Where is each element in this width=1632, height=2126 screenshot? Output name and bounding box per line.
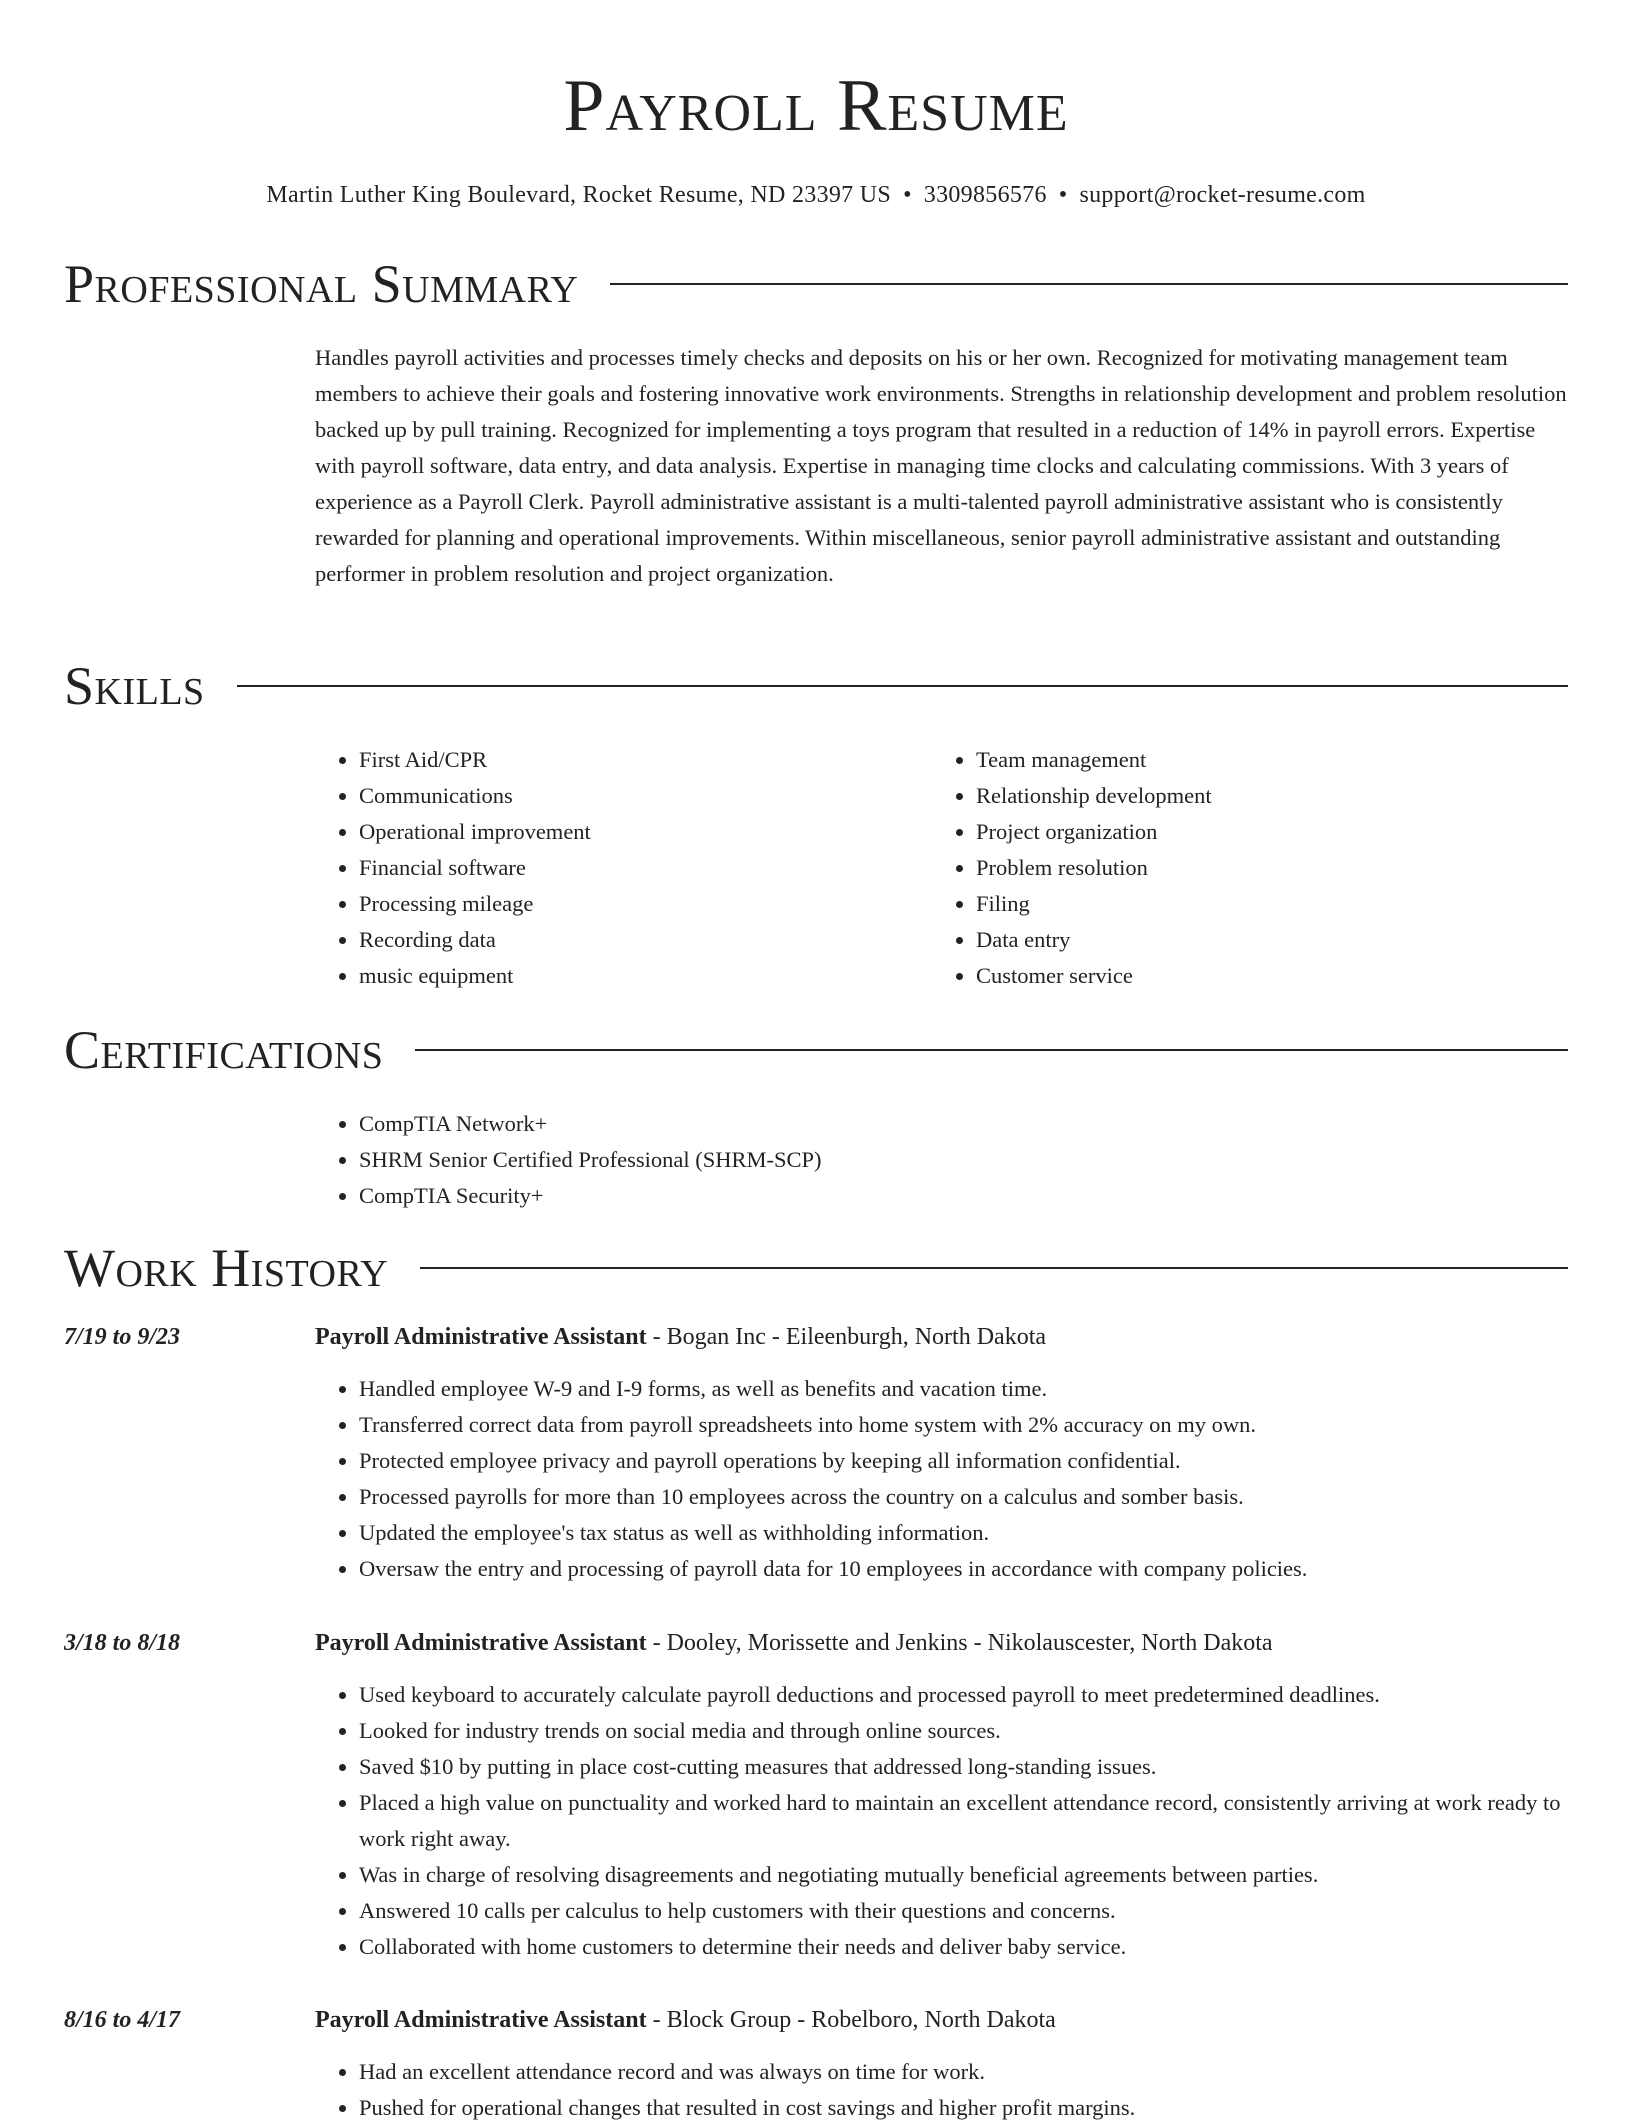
skill-item: • music equipment — [359, 958, 932, 994]
skills-left-column — [315, 742, 932, 994]
job-bullet: • Placed a high value on punctuality and worked hard to maintain an excellent attendance record, consistently arriving at work ready to work right away. — [359, 1785, 1568, 1857]
job-role: Payroll Administrative Assistant — [315, 1630, 647, 1656]
skills-right-column — [932, 742, 1549, 994]
work-history-heading-row — [64, 1236, 1568, 1300]
job-detail — [315, 1319, 1568, 1587]
job-bullet: • Transferred correct data from payroll spreadsheets into home system with 2% accuracy on my own. — [359, 1407, 1568, 1443]
job-bullet: • Had an excellent attendance record and was always on time for work. — [359, 2054, 1568, 2090]
skill-item: • Processing mileage — [359, 886, 932, 922]
job-dates: 3/18 to 8/18 — [64, 1630, 181, 1656]
skill-item: • Relationship development — [976, 778, 1549, 814]
job-bullet: • Processed payrolls for more than 10 employees across the country on a calculus and somber basis. — [359, 1479, 1568, 1515]
section-divider — [420, 1267, 1568, 1269]
job-bullet: • Was in charge of resolving disagreements and negotiating mutually beneficial agreements between parties. — [359, 1857, 1568, 1893]
job-dates: 8/16 to 4/17 — [64, 2007, 181, 2033]
contact-separator: • — [903, 182, 912, 208]
contact-line — [0, 178, 1632, 212]
certification-item: • CompTIA Network+ — [359, 1106, 1568, 1142]
job-entry — [64, 1319, 1568, 1587]
job-title-line — [315, 2002, 1568, 2038]
resume-title: Payroll Resume — [563, 65, 1069, 147]
job-bullet: • Used keyboard to accurately calculate payroll deductions and processed payroll to meet predetermined deadlines. — [359, 1677, 1568, 1713]
job-bullet: • Handled employee W-9 and I-9 forms, as well as benefits and vacation time. — [359, 1371, 1568, 1407]
job-detail — [315, 2002, 1568, 2126]
contact-address: Martin Luther King Boulevard, Rocket Resume, ND 23397 US — [266, 182, 892, 208]
skill-item: • Operational improvement — [359, 814, 932, 850]
job-detail — [315, 1625, 1568, 1965]
certifications-section — [64, 1018, 1568, 1214]
skill-item: • Data entry — [976, 922, 1549, 958]
job-role: Payroll Administrative Assistant — [315, 1324, 647, 1350]
skills-section — [64, 654, 1568, 994]
certification-item: • SHRM Senior Certified Professional (SHRM-SCP) — [359, 1142, 1568, 1178]
skill-item: • Financial software — [359, 850, 932, 886]
contact-phone: 3309856576 — [923, 182, 1047, 208]
job-employer: - Block Group - Robelboro, North Dakota — [646, 2007, 1056, 2033]
skills-heading: Skills — [64, 656, 205, 716]
work-history-heading: Work History — [64, 1238, 389, 1298]
certifications-heading-row — [64, 1018, 1568, 1082]
job-bullet: • Pushed for operational changes that resulted in cost savings and higher profit margins. — [359, 2090, 1568, 2126]
skill-item: • Communications — [359, 778, 932, 814]
job-bullet: • Saved $10 by putting in place cost-cutting measures that addressed long-standing issues. — [359, 1749, 1568, 1785]
summary-section — [64, 252, 1568, 592]
summary-body — [315, 340, 1568, 592]
skill-item: • Customer service — [976, 958, 1549, 994]
job-role: Payroll Administrative Assistant — [315, 2007, 647, 2033]
job-title-line — [315, 1625, 1568, 1661]
skills-heading-row — [64, 654, 1568, 718]
job-employer: - Dooley, Morissette and Jenkins - Nikolauscester, North Dakota — [646, 1630, 1273, 1656]
job-title-line — [315, 1319, 1568, 1355]
job-entry — [64, 2002, 1568, 2126]
section-divider — [237, 685, 1568, 687]
skill-item: • First Aid/CPR — [359, 742, 932, 778]
skill-item: • Team management — [976, 742, 1549, 778]
job-bullet: • Oversaw the entry and processing of payroll data for 10 employees in accordance with company policies. — [359, 1551, 1568, 1587]
job-employer: - Bogan Inc - Eileenburgh, North Dakota — [646, 1324, 1047, 1350]
contact-email: support@rocket-resume.com — [1079, 182, 1366, 208]
summary-heading-row — [64, 252, 1568, 316]
job-bullet: • Updated the employee's tax status as well as withholding information. — [359, 1515, 1568, 1551]
summary-text: Handles payroll activities and processes timely checks and deposits on his or her own. Recognized for motivating management team members to achieve their goals and fostering innovative work environments. Strengths in relationship development and problem resolution backed up by pull training. Recognized for implementing a toys program that resulted in a reduction of 14% in payroll errors. Expertise with payroll software, data entry, and data analysis. Expertise in managing time clocks and calculating commissions. With 3 years of experience as a Payroll Clerk. Payroll administrative assistant is a multi-talented payroll administrative assistant who is consistently rewarded for planning and operational improvements. Within miscellaneous, senior payroll administrative assistant and outstanding performer in problem resolution and project organization. — [315, 345, 1567, 586]
skills-columns — [315, 742, 1568, 994]
job-bullet: • Answered 10 calls per calculus to help customers with their questions and concerns. — [359, 1893, 1568, 1929]
certification-item: • CompTIA Security+ — [359, 1178, 1568, 1214]
job-entry — [64, 1625, 1568, 1965]
certifications-list — [315, 1106, 1568, 1214]
skill-item: • Project organization — [976, 814, 1549, 850]
summary-heading: Professional Summary — [64, 254, 579, 314]
job-bullet: • Protected employee privacy and payroll operations by keeping all information confidential. — [359, 1443, 1568, 1479]
job-dates: 7/19 to 9/23 — [64, 1324, 181, 1350]
work-history-section — [64, 1236, 1568, 1300]
contact-separator: • — [1058, 182, 1068, 208]
section-divider — [415, 1049, 1568, 1051]
section-divider — [610, 283, 1568, 285]
job-bullet: • Collaborated with home customers to determine their needs and deliver baby service. — [359, 1929, 1568, 1965]
certifications-heading: Certifications — [64, 1020, 384, 1080]
job-bullet: • Looked for industry trends on social media and through online sources. — [359, 1713, 1568, 1749]
skill-item: • Filing — [976, 886, 1549, 922]
skill-item: • Recording data — [359, 922, 932, 958]
skill-item: • Problem resolution — [976, 850, 1549, 886]
